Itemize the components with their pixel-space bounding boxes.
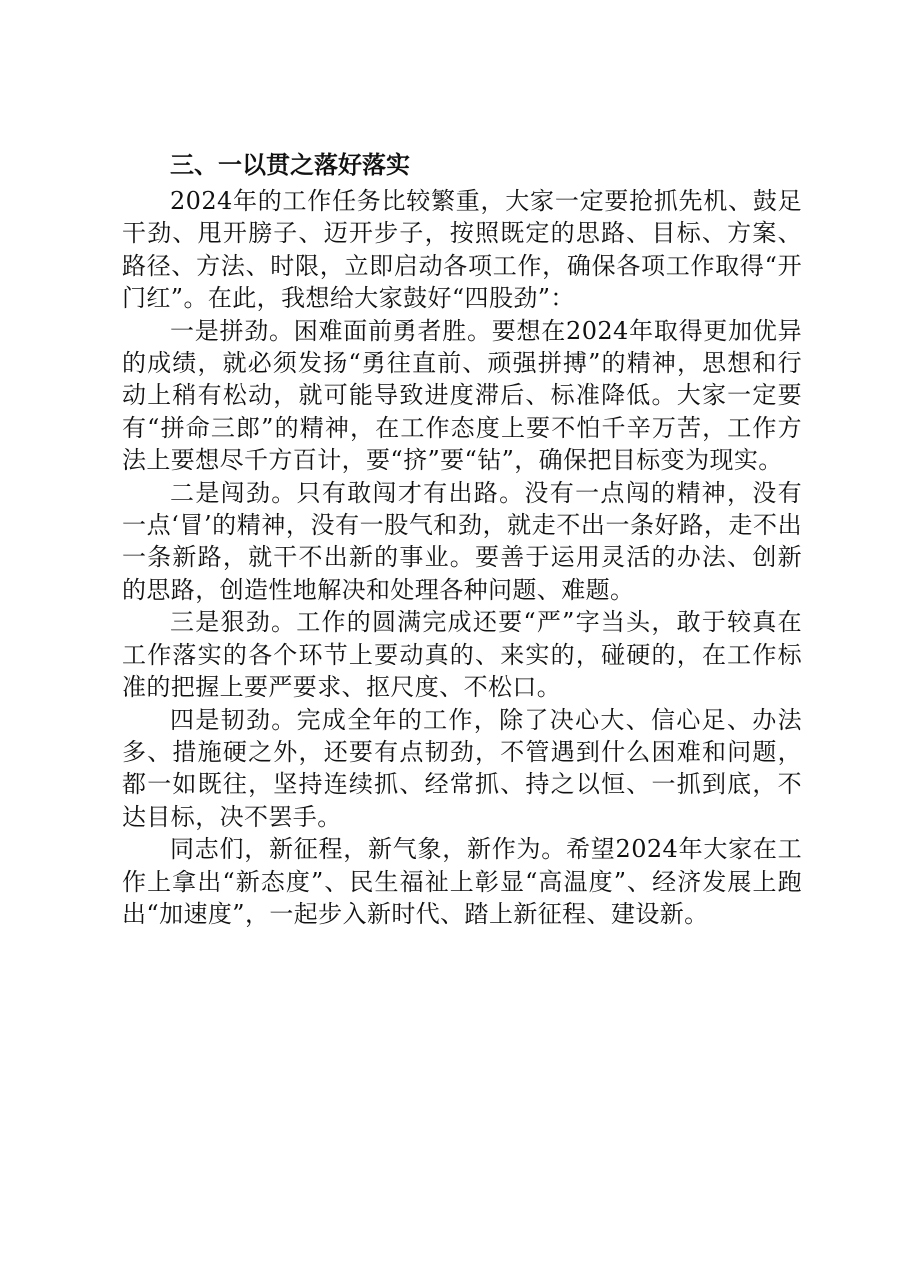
paragraph-chuangjin: 二是闯劲。只有敢闯才有出路。没有一点闯的精神，没有一点‘冒’的精神，没有一股气和劲，就走不出一条好路，走不出一条新路，就干不出新的事业。要善于运用灵活的办法、创新的思路，创造性地解决和处理各种问题、难题。 <box>122 478 802 604</box>
document-body <box>122 145 802 930</box>
paragraph-henjin: 三是狠劲。工作的圆满完成还要“严”字当头，敢于较真在工作落实的各个环节上要动真的、来实的，碰硬的，在工作标准的把握上要严要求、抠尺度、不松口。 <box>122 608 802 702</box>
paragraph-closing: 同志们，新征程，新气象，新作为。希望2024年大家在工作上拿出“新态度”、民生福祉上彰显“高温度”、经济发展上跑出“加速度”，一起步入新时代、踏上新征程、建设新。 <box>122 835 802 928</box>
paragraph-pinjin: 一是拼劲。困难面前勇者胜。要想在2024年取得更加优异的成绩，就必须发扬“勇往直前、顽强拼搏”的精神，思想和行动上稍有松动，就可能导致进度滞后、标准降低。大家一定要有“拼命三郎”的精神，在工作态度上要不怕千辛万苦，工作方法上要想尽千方百计，要“挤”要“钻”，确保把目标变为现实。 <box>122 316 802 475</box>
paragraph-renjin: 四是韧劲。完成全年的工作，除了决心大、信心足、办法多、措施硬之外，还要有点韧劲，不管遇到什么困难和问题，都一如既往，坚持连续抓、经常抓、持之以恒、一抓到底，不达目标，决不罢手。 <box>122 705 802 831</box>
section-heading: 三、一以贯之落好落实 <box>170 151 410 179</box>
paragraph-intro: 2024年的工作任务比较繁重，大家一定要抢抓先机、鼓足干劲、甩开膀子、迈开步子，按照既定的思路、目标、方案、路径、方法、时限，立即启动各项工作，确保各项工作取得“开门红”。在此，我想给大家鼓好“四股劲”： <box>122 187 802 313</box>
